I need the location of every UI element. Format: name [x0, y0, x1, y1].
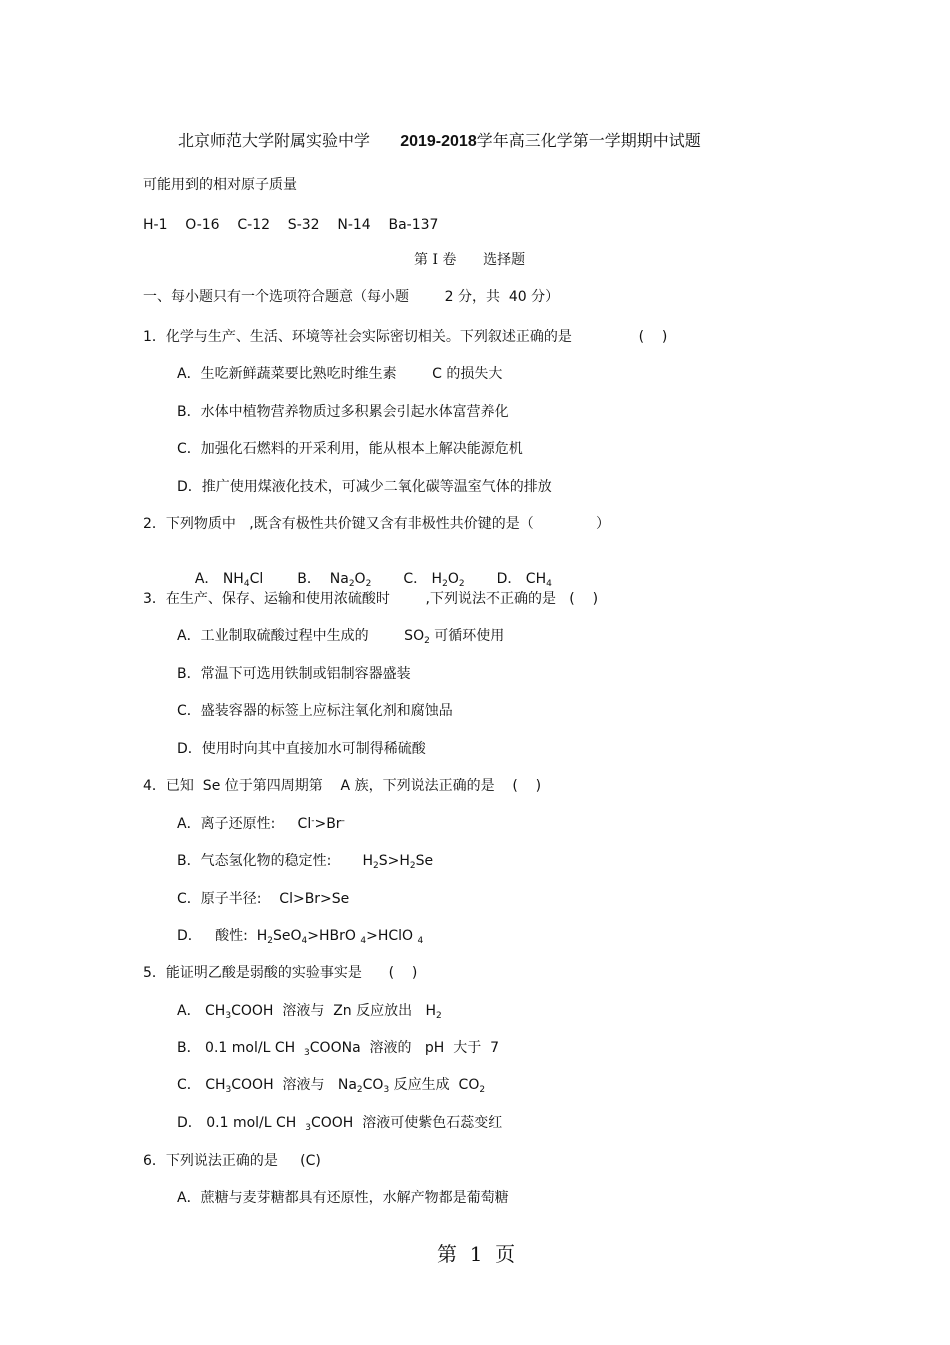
- q2-option-d: D． $CH_4$: [496, 571, 552, 589]
- q2-option-c: C． $H_2O_2$: [403, 571, 465, 589]
- q1-option-b: B．水体中植物营养物质过多积累会引起水体富营养化: [177, 404, 509, 420]
- q3-option-d: D．使用时向其中直接加水可制得稀硫酸: [177, 741, 426, 757]
- q3-option-c: C．盛装容器的标签上应标注氧化剂和腐蚀品: [177, 703, 453, 719]
- title-rest: 学年高三化学第一学期期中试题: [476, 131, 701, 150]
- q6-stem: 6．下列说法正确的是 (C): [143, 1153, 321, 1169]
- q4-option-d: D． 酸性: $H_2SeO_4>HBrO$ $_4$>HClO $_4$: [177, 928, 424, 946]
- title-years: 2019-2018: [400, 133, 477, 150]
- q1-stem: 1．化学与生产、生活、环境等社会实际密切相关。下列叙述正确的是 ( ): [143, 329, 668, 345]
- q4-stem: 4．已知 Se 位于第四周期第 A 族，下列说法正确的是 ( ): [143, 778, 542, 794]
- q4-option-a: A．离子还原性: Cl->Br-: [177, 816, 345, 832]
- q2-option-a: A． $NH_4Cl$: [194, 571, 264, 589]
- q5-option-a: A． $CH_3COOH$ 溶液与 Zn 反应放出 $H_2$: [177, 1003, 442, 1021]
- instructions: 一、每小题只有一个选项符合题意（每小题 2 分，共 40 分）: [143, 289, 560, 305]
- q4-option-c: C．原子半径: Cl>Br>Se: [177, 891, 350, 907]
- q1-option-d: D．推广使用煤液化技术，可减少二氧化碳等温室气体的排放: [177, 479, 552, 495]
- page-number: 第 1 页: [437, 1242, 516, 1266]
- atomic-mass-list: H-1 O-16 C-12 S-32 N-14 Ba-137: [143, 217, 439, 233]
- q5-option-d: D． 0.1 mol/L CH $_3$COOH 溶液可使紫色石蕊变红: [177, 1115, 503, 1133]
- q4-option-b: B．气态氢化物的稳定性: $H_2S>H_2Se$: [177, 853, 434, 871]
- q2-option-b: B． $Na_2O_2$: [297, 571, 372, 589]
- q5-option-c: C． $CH_3COOH$ 溶液与 $Na_2CO_3$ 反应生成 $CO_2$: [177, 1077, 486, 1095]
- q1-option-c: C．加强化石燃料的开采利用，能从根本上解决能源危机: [177, 441, 523, 457]
- q5-stem: 5．能证明乙酸是弱酸的实验事实是 ( ): [143, 965, 418, 981]
- q6-option-a: A．蔗糖与麦芽糖都具有还原性，水解产物都是葡萄糖: [177, 1190, 509, 1206]
- title-school: 北京师范大学附属实验中学: [178, 131, 371, 150]
- atomic-mass-heading: 可能用到的相对原子质量: [143, 177, 297, 193]
- q5-option-b: B． 0.1 mol/L CH $_3$COONa 溶液的 pH 大于 7: [177, 1040, 500, 1058]
- q2-stem: 2．下列物质中 ,既含有极性共价键又含有非极性共价键的是（ ）: [143, 516, 611, 532]
- q3-stem: 3．在生产、保存、运输和使用浓硫酸时 ,下列说法不正确的是 ( ): [143, 591, 599, 607]
- q3-option-a: A．工业制取硫酸过程中生成的 $SO_2$ 可循环使用: [177, 628, 505, 646]
- exam-title: [178, 131, 701, 152]
- q3-option-b: B．常温下可选用铁制或铝制容器盛装: [177, 666, 411, 682]
- q1-option-a: A．生吃新鲜蔬菜要比熟吃时维生素 C 的损失大: [177, 366, 503, 382]
- section-title: 第 I 卷 选择题: [414, 252, 526, 268]
